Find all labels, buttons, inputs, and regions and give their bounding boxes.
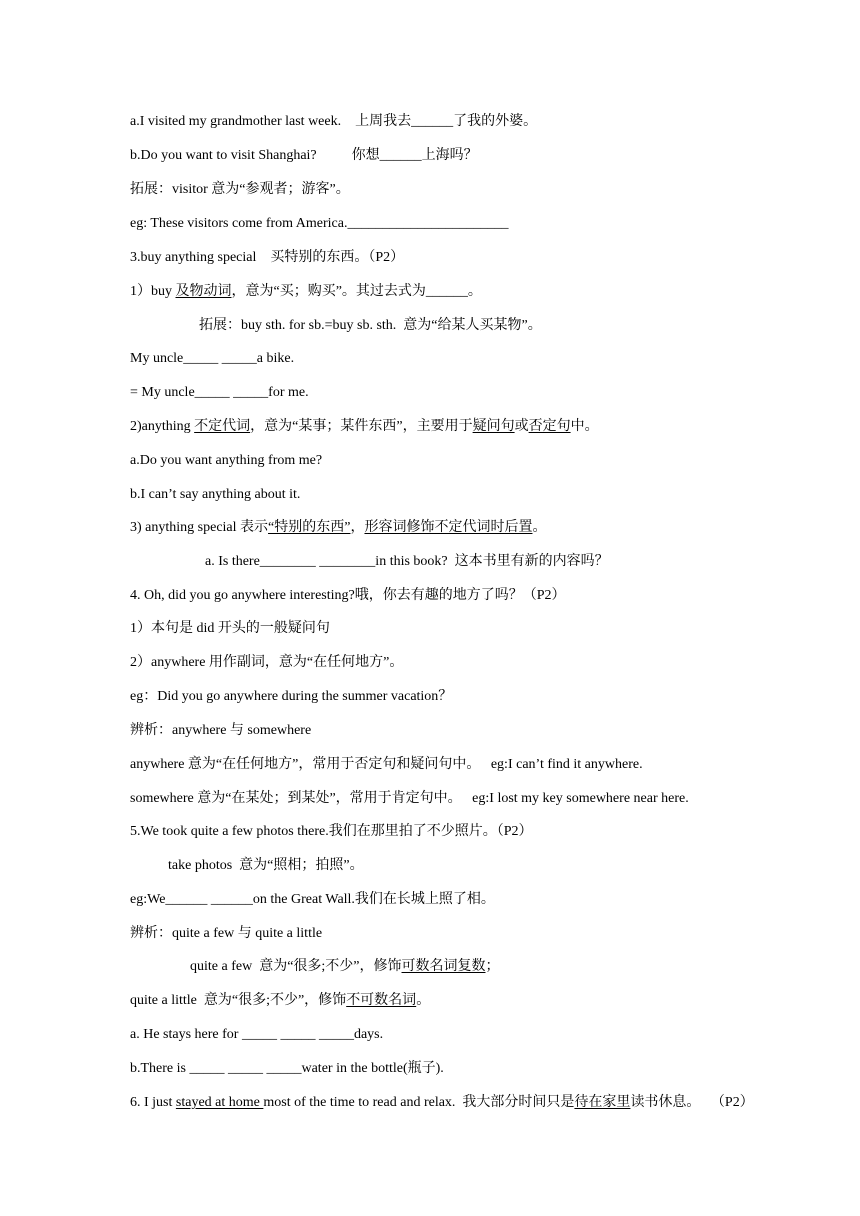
- text-segment: a.I visited my grandmother last week. 上周我去______了我的外婆。: [130, 114, 538, 129]
- text-segment: ，意为“买；购买”。其过去式为______。: [231, 284, 482, 299]
- text-line: [130, 654, 403, 672]
- text-segment: 6. I just: [130, 1095, 176, 1110]
- text-line: [130, 384, 309, 402]
- text-segment: 。: [416, 993, 431, 1008]
- text-segment: 1）本句是 did 开头的一般疑问句: [130, 621, 330, 636]
- text-line: [130, 452, 322, 470]
- text-segment: 读书休息。 （P2）: [630, 1095, 754, 1110]
- text-segment: 拓展：buy sth. for sb.=buy sb. sth. 意为“给某人买某物”。: [199, 318, 542, 333]
- text-line: [130, 1060, 444, 1078]
- underlined-text: 疑问句: [472, 419, 515, 434]
- underlined-text: 否定句: [528, 419, 571, 434]
- text-segment: 辨析：anywhere 与 somewhere: [130, 723, 312, 738]
- text-line: [130, 215, 508, 233]
- text-segment: b.I can’t say anything about it.: [130, 487, 301, 502]
- text-segment: 。: [532, 520, 547, 535]
- text-line: [130, 587, 566, 605]
- text-segment: quite a little 意为“很多;不少”，修饰: [130, 993, 347, 1008]
- text-segment: My uncle_____ _____a bike.: [130, 351, 295, 366]
- text-segment: 5.We took quite a few photos there.我们在那里拍了不少照片。（P2）: [130, 824, 533, 839]
- text-line: [130, 790, 689, 808]
- text-line: [130, 283, 482, 301]
- text-line: [130, 1026, 383, 1044]
- text-segment: 4. Oh, did you go anywhere interesting?哦，你去有趣的地方了吗？（P2）: [130, 588, 566, 603]
- underlined-text: 形容词修饰不定代词时后置: [364, 520, 533, 535]
- text-segment: 辨析：quite a few 与 quite a little: [130, 926, 323, 941]
- text-line: [130, 891, 495, 909]
- text-line: [130, 756, 643, 774]
- text-segment: quite a few 意为“很多;不少”，修饰: [190, 959, 402, 974]
- text-line: [205, 553, 609, 571]
- text-line: [130, 925, 322, 943]
- text-line: [130, 688, 452, 706]
- underlined-text: 待在家里: [574, 1095, 631, 1110]
- text-line: [130, 1094, 754, 1112]
- underlined-text: 不可数名词: [346, 993, 417, 1008]
- text-line: [130, 620, 330, 638]
- text-line: [130, 418, 599, 436]
- text-line: [130, 486, 300, 504]
- text-segment: a.Do you want anything from me?: [130, 453, 323, 468]
- text-segment: a. Is there________ ________in this book? 这本书里有新的内容吗？: [205, 554, 609, 569]
- text-line: [130, 147, 478, 165]
- text-line: [130, 181, 350, 199]
- text-segment: most of the time to read and relax. 我大部分时间只是: [263, 1095, 575, 1110]
- text-segment: = My uncle_____ _____for me.: [130, 385, 309, 400]
- text-segment: 拓展：visitor 意为“参观者；游客”。: [130, 182, 350, 197]
- underlined-text: “特别的东西”: [268, 520, 351, 535]
- text-segment: a. He stays here for _____ _____ _____days.: [130, 1027, 384, 1042]
- text-segment: b.Do you want to visit Shanghai? 你想______上海吗？: [130, 148, 478, 163]
- text-line: [130, 519, 546, 537]
- text-line: [190, 958, 500, 976]
- text-segment: eg：Did you go anywhere during the summer vacation？: [130, 689, 453, 704]
- text-segment: somewhere 意为“在某处；到某处”，常用于肯定句中。 eg:I lost my key somewhere near here.: [130, 791, 689, 806]
- text-segment: 或: [514, 419, 529, 434]
- text-segment: 3) anything special 表示: [130, 520, 269, 535]
- text-segment: anywhere 意为“在任何地方”，常用于否定句和疑问句中。 eg:I can’t find it anywhere.: [130, 757, 643, 772]
- text-segment: b.There is _____ _____ _____water in the bottle(瓶子).: [130, 1061, 444, 1076]
- text-segment: eg:We______ ______on the Great Wall.我们在长城上照了相。: [130, 892, 495, 907]
- text-line: [130, 249, 404, 267]
- underlined-text: 及物动词: [175, 284, 232, 299]
- underlined-text: 不定代词: [194, 419, 251, 434]
- text-line: [130, 823, 533, 841]
- underlined-text: 可数名词复数: [401, 959, 486, 974]
- text-segment: 2）anywhere 用作副词，意为“在任何地方”。: [130, 655, 404, 670]
- text-segment: take photos 意为“照相；拍照”。: [168, 858, 364, 873]
- text-line: [130, 992, 430, 1010]
- text-line: [130, 722, 311, 740]
- text-segment: ，: [350, 520, 365, 535]
- text-line: [168, 857, 364, 875]
- text-segment: ，意为“某事；某件东西”，主要用于: [250, 419, 473, 434]
- text-segment: ；: [485, 959, 500, 974]
- text-line: [130, 350, 294, 368]
- text-line: [130, 113, 537, 131]
- text-segment: 2)anything: [130, 419, 195, 434]
- text-segment: eg: These visitors come from America._______________________: [130, 216, 509, 231]
- text-segment: 中。: [570, 419, 599, 434]
- text-line: [199, 317, 542, 335]
- text-segment: 1）buy: [130, 284, 176, 299]
- underlined-text: stayed at home: [175, 1095, 264, 1110]
- text-segment: 3.buy anything special 买特别的东西。（P2）: [130, 250, 405, 265]
